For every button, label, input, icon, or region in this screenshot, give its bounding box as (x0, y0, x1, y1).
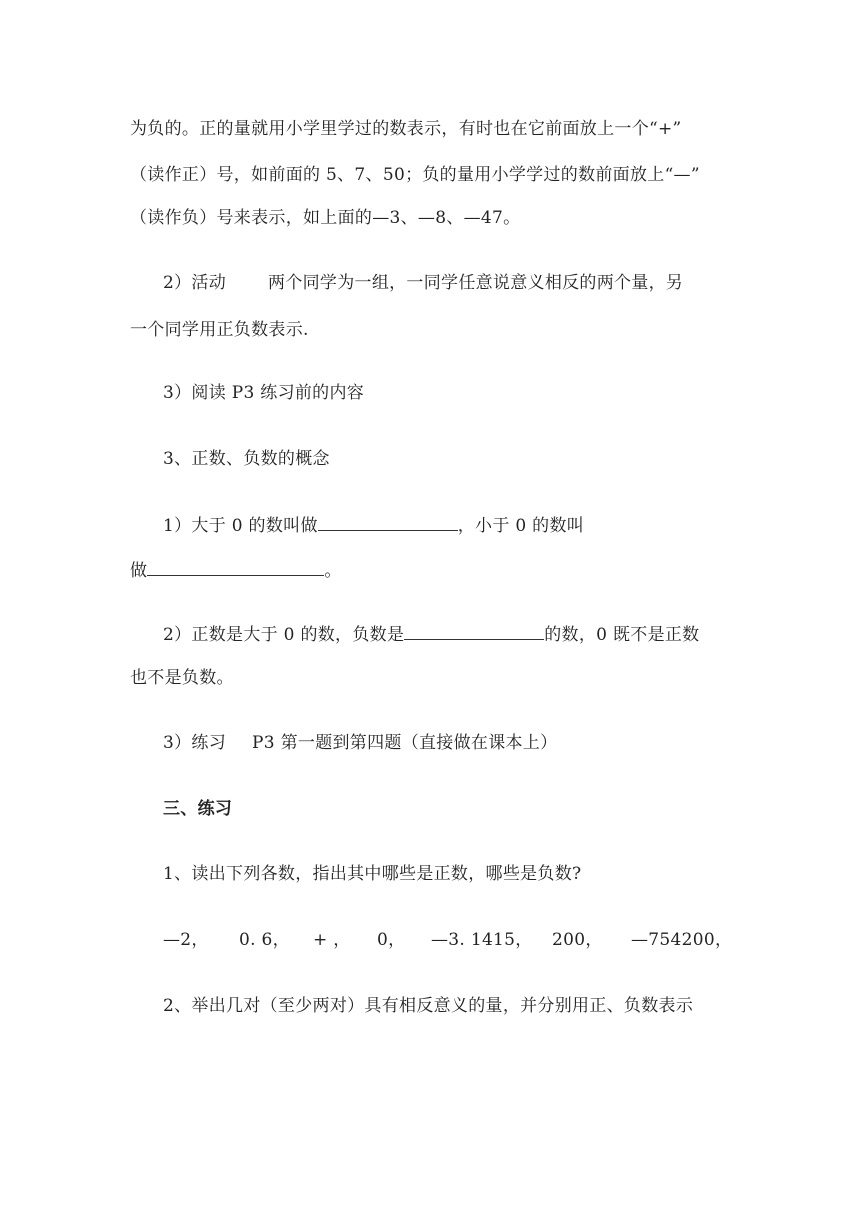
paragraph-line-2: （读作正）号，如前面的 5、7、50；负的量用小学学过的数前面放上“—” (130, 165, 700, 185)
exercise-label: 3）练习 (163, 733, 227, 753)
activity-line-2: 一个同学用正负数表示. (130, 320, 309, 340)
number-list (163, 928, 209, 952)
exercise-line (163, 731, 557, 755)
number-item: —2， (163, 930, 209, 950)
number-item: 0， (377, 930, 406, 950)
section-heading-practice: 三、练习 (163, 799, 233, 819)
fill-line-2 (130, 557, 342, 583)
fill-text-1a: 1）大于 0 的数叫做 (163, 516, 318, 536)
activity-label: 2）活动 (163, 273, 227, 293)
fill-text-1b: ，小于 0 的数叫 (457, 516, 585, 536)
question-2: 2、举出几对（至少两对）具有相反意义的量，并分别用正、负数表示 (163, 996, 694, 1016)
answer-blank-3[interactable] (404, 621, 544, 640)
activity-text: 两个同学为一组，一同学任意说意义相反的两个量，另 (268, 273, 684, 293)
fill-line-1 (163, 512, 584, 538)
paragraph-line-1: 为负的。正的量就用小学里学过的数表示，有时也在它前面放上一个“+” (130, 119, 682, 139)
fill-text-2b: 。 (324, 561, 342, 581)
concept-heading: 3、正数、负数的概念 (163, 449, 330, 469)
exercise-text: P3 第一题到第四题（直接做在课本上） (252, 733, 558, 753)
number-item: + ， (313, 930, 351, 950)
number-item: —3. 1415， (431, 930, 533, 950)
reading-line: 3）阅读 P3 练习前的内容 (163, 383, 365, 403)
fill-text-3b: 的数，0 既不是正数 (544, 625, 700, 645)
fill-line-3 (163, 621, 699, 647)
fill-text-3a: 2）正数是大于 0 的数，负数是 (163, 625, 405, 645)
fill-text-2a: 做 (130, 561, 148, 581)
answer-blank-1[interactable] (318, 512, 458, 531)
question-1: 1、读出下列各数，指出其中哪些是正数，哪些是负数? (163, 864, 582, 884)
answer-blank-2[interactable] (147, 557, 324, 576)
number-item: 200， (552, 930, 603, 950)
paragraph-line-3: （读作负）号来表示，如上面的—3、—8、—47。 (130, 208, 521, 228)
activity-line (163, 271, 683, 295)
number-item: —754200， (631, 930, 733, 950)
fill-line-4: 也不是负数。 (130, 668, 234, 688)
number-item: 0. 6， (239, 930, 290, 950)
